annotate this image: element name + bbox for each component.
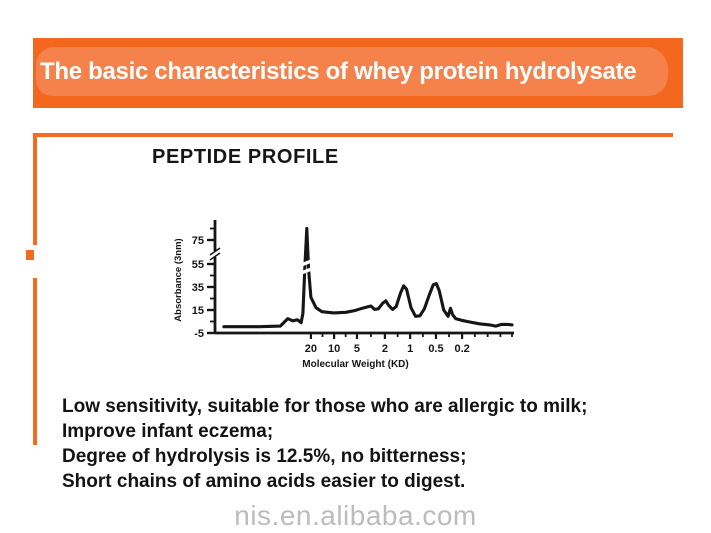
y-tick-label: 35 — [191, 282, 204, 294]
slide-title: The basic characteristics of whey protein hydrolysate — [40, 58, 637, 85]
title-banner — [33, 38, 683, 108]
x-tick-label: 1 — [407, 343, 414, 355]
frame-top-line — [33, 133, 673, 137]
x-tick-label: 2 — [381, 343, 388, 355]
frame-left-line-upper — [33, 133, 37, 245]
y-tick-label: 55 — [191, 259, 204, 271]
bullet-line: Short chains of amino acids easier to digest. — [62, 471, 466, 492]
x-tick-label: 0.5 — [428, 343, 444, 355]
bullet-line: Improve infant eczema; — [62, 421, 274, 442]
y-tick-label: 15 — [191, 305, 204, 317]
y-tick-label: 75 — [191, 235, 204, 247]
bullet-text-block — [62, 394, 682, 494]
frame-left-line-lower — [33, 278, 37, 445]
x-axis-title: Molecular Weight (KD) — [302, 359, 409, 370]
x-tick-label: 20 — [304, 343, 318, 355]
y-tick-label: -5 — [194, 328, 204, 340]
bullet-line: Degree of hydrolysis is 12.5%, no bitterness; — [62, 446, 467, 467]
y-axis-title: Absorbance (3nm) — [173, 238, 184, 322]
x-tick-label: 10 — [327, 343, 341, 355]
frame-left-line-nub — [26, 250, 34, 260]
watermark-text: nis.en.alibaba.com — [234, 500, 477, 531]
chart-title: PEPTIDE PROFILE — [152, 146, 339, 168]
bullet-line: Low sensitivity, suitable for those who are allergic to milk; — [62, 396, 588, 417]
x-tick-label: 0.2 — [454, 343, 470, 355]
peptide-profile-chart — [150, 190, 550, 380]
absorbance-curve — [224, 228, 512, 326]
x-tick-label: 5 — [353, 343, 361, 355]
